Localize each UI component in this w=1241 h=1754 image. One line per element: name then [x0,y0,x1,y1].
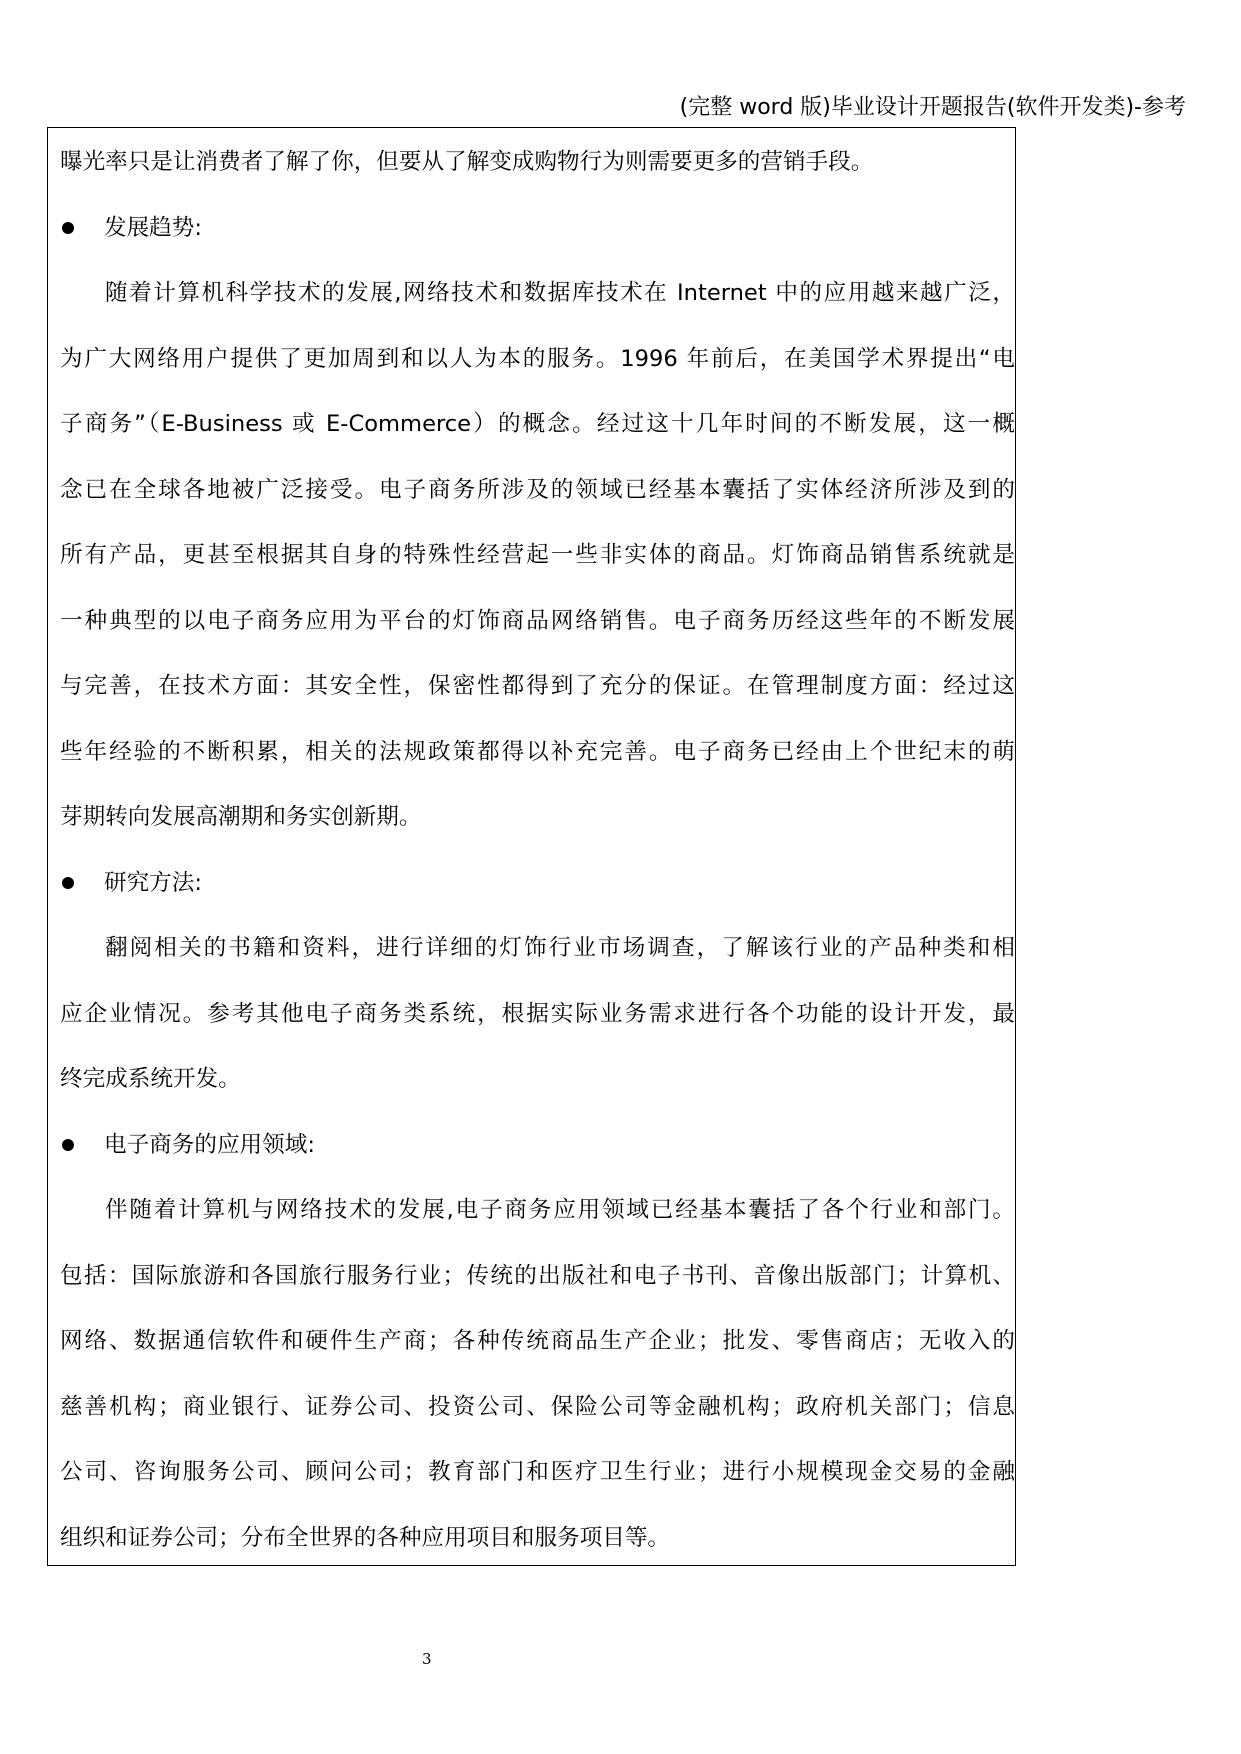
section-heading-trends: 发展趋势: [104,214,202,241]
paragraph-line: 网络、数据通信软件和硬件生产商；各种传统商品生产企业；批发、零售商店；无收入的 [60,1328,1015,1354]
bullet-dot-icon [62,222,74,234]
paragraph-line: 公司、咨询服务公司、顾问公司；教育部门和医疗卫生行业；进行小规模现金交易的金融 [60,1459,1015,1485]
bullet-dot-icon [62,1139,74,1151]
bullet-trends [60,196,1015,262]
methods-paragraph [60,916,1015,1113]
paragraph-line: 与完善，在技术方面：其安全性，保密性都得到了充分的保证。在管理制度方面：经过这 [60,673,1015,699]
page-number: 3 [422,1650,432,1668]
bullet-dot-icon [62,877,74,889]
trends-paragraph [60,261,1015,851]
paragraph-line: 翻阅相关的书籍和资料，进行详细的灯饰行业市场调查，了解该行业的产品种类和相 [105,935,1015,961]
document-header: (完整 word 版)毕业设计开题报告(软件开发类)-参考 [679,95,1186,120]
paragraph-line: 为广大网络用户提供了更加周到和以人为本的服务。1996 年前后，在美国学术界提出“电 [60,345,1015,372]
paragraph-line: 芽期转向发展高潮期和务实创新期。 [60,804,422,830]
bullet-applications [60,1113,1015,1179]
paragraph-line: 慈善机构；商业银行、证券公司、投资公司、保险公司等金融机构；政府机关部门；信息 [60,1393,1015,1420]
paragraph-line: 一种典型的以电子商务应用为平台的灯饰商品网络销售。电子商务历经这些年的不断发展 [60,607,1015,634]
paragraph-line: 终完成系统开发。 [60,1066,241,1092]
paragraph-line: 应企业情况。参考其他电子商务类系统，根据实际业务需求进行各个功能的设计开发，最 [60,1000,1015,1027]
paragraph-line: 念已在全球各地被广泛接受。电子商务所涉及的领域已经基本囊括了实体经济所涉及到的 [60,476,1015,503]
bullet-methods [60,851,1015,917]
page-content [60,130,1015,1571]
paragraph-line: 包括：国际旅游和各国旅行服务行业；传统的出版社和电子书刊、音像出版部门；计算机、 [60,1262,1015,1289]
intro-line: 曝光率只是让消费者了解了你，但要从了解变成购物行为则需要更多的营销手段。 [60,149,874,175]
paragraph-line: 些年经验的不断积累，相关的法规政策都得以补充完善。电子商务已经由上个世纪末的萌 [60,738,1015,765]
section-heading-applications: 电子商务的应用领域: [104,1131,315,1158]
paragraph-line: 子商务”（E-Business 或 E-Commerce）的概念。经过这十几年时间的不断发展，这一概 [60,411,1015,437]
paragraph-line: 组织和证券公司；分布全世界的各种应用项目和服务项目等。 [60,1524,671,1551]
paragraph-line: 随着计算机科学技术的发展,网络技术和数据库技术在 Internet 中的应用越来越广泛， [105,280,1015,306]
applications-paragraph [60,1178,1015,1571]
paragraph-line: 伴随着计算机与网络技术的发展,电子商务应用领域已经基本囊括了各个行业和部门。 [105,1197,1015,1223]
paragraph-line: 所有产品，更甚至根据其自身的特殊性经营起一些非实体的商品。灯饰商品销售系统就是 [60,542,1015,568]
section-heading-methods: 研究方法: [104,869,202,896]
